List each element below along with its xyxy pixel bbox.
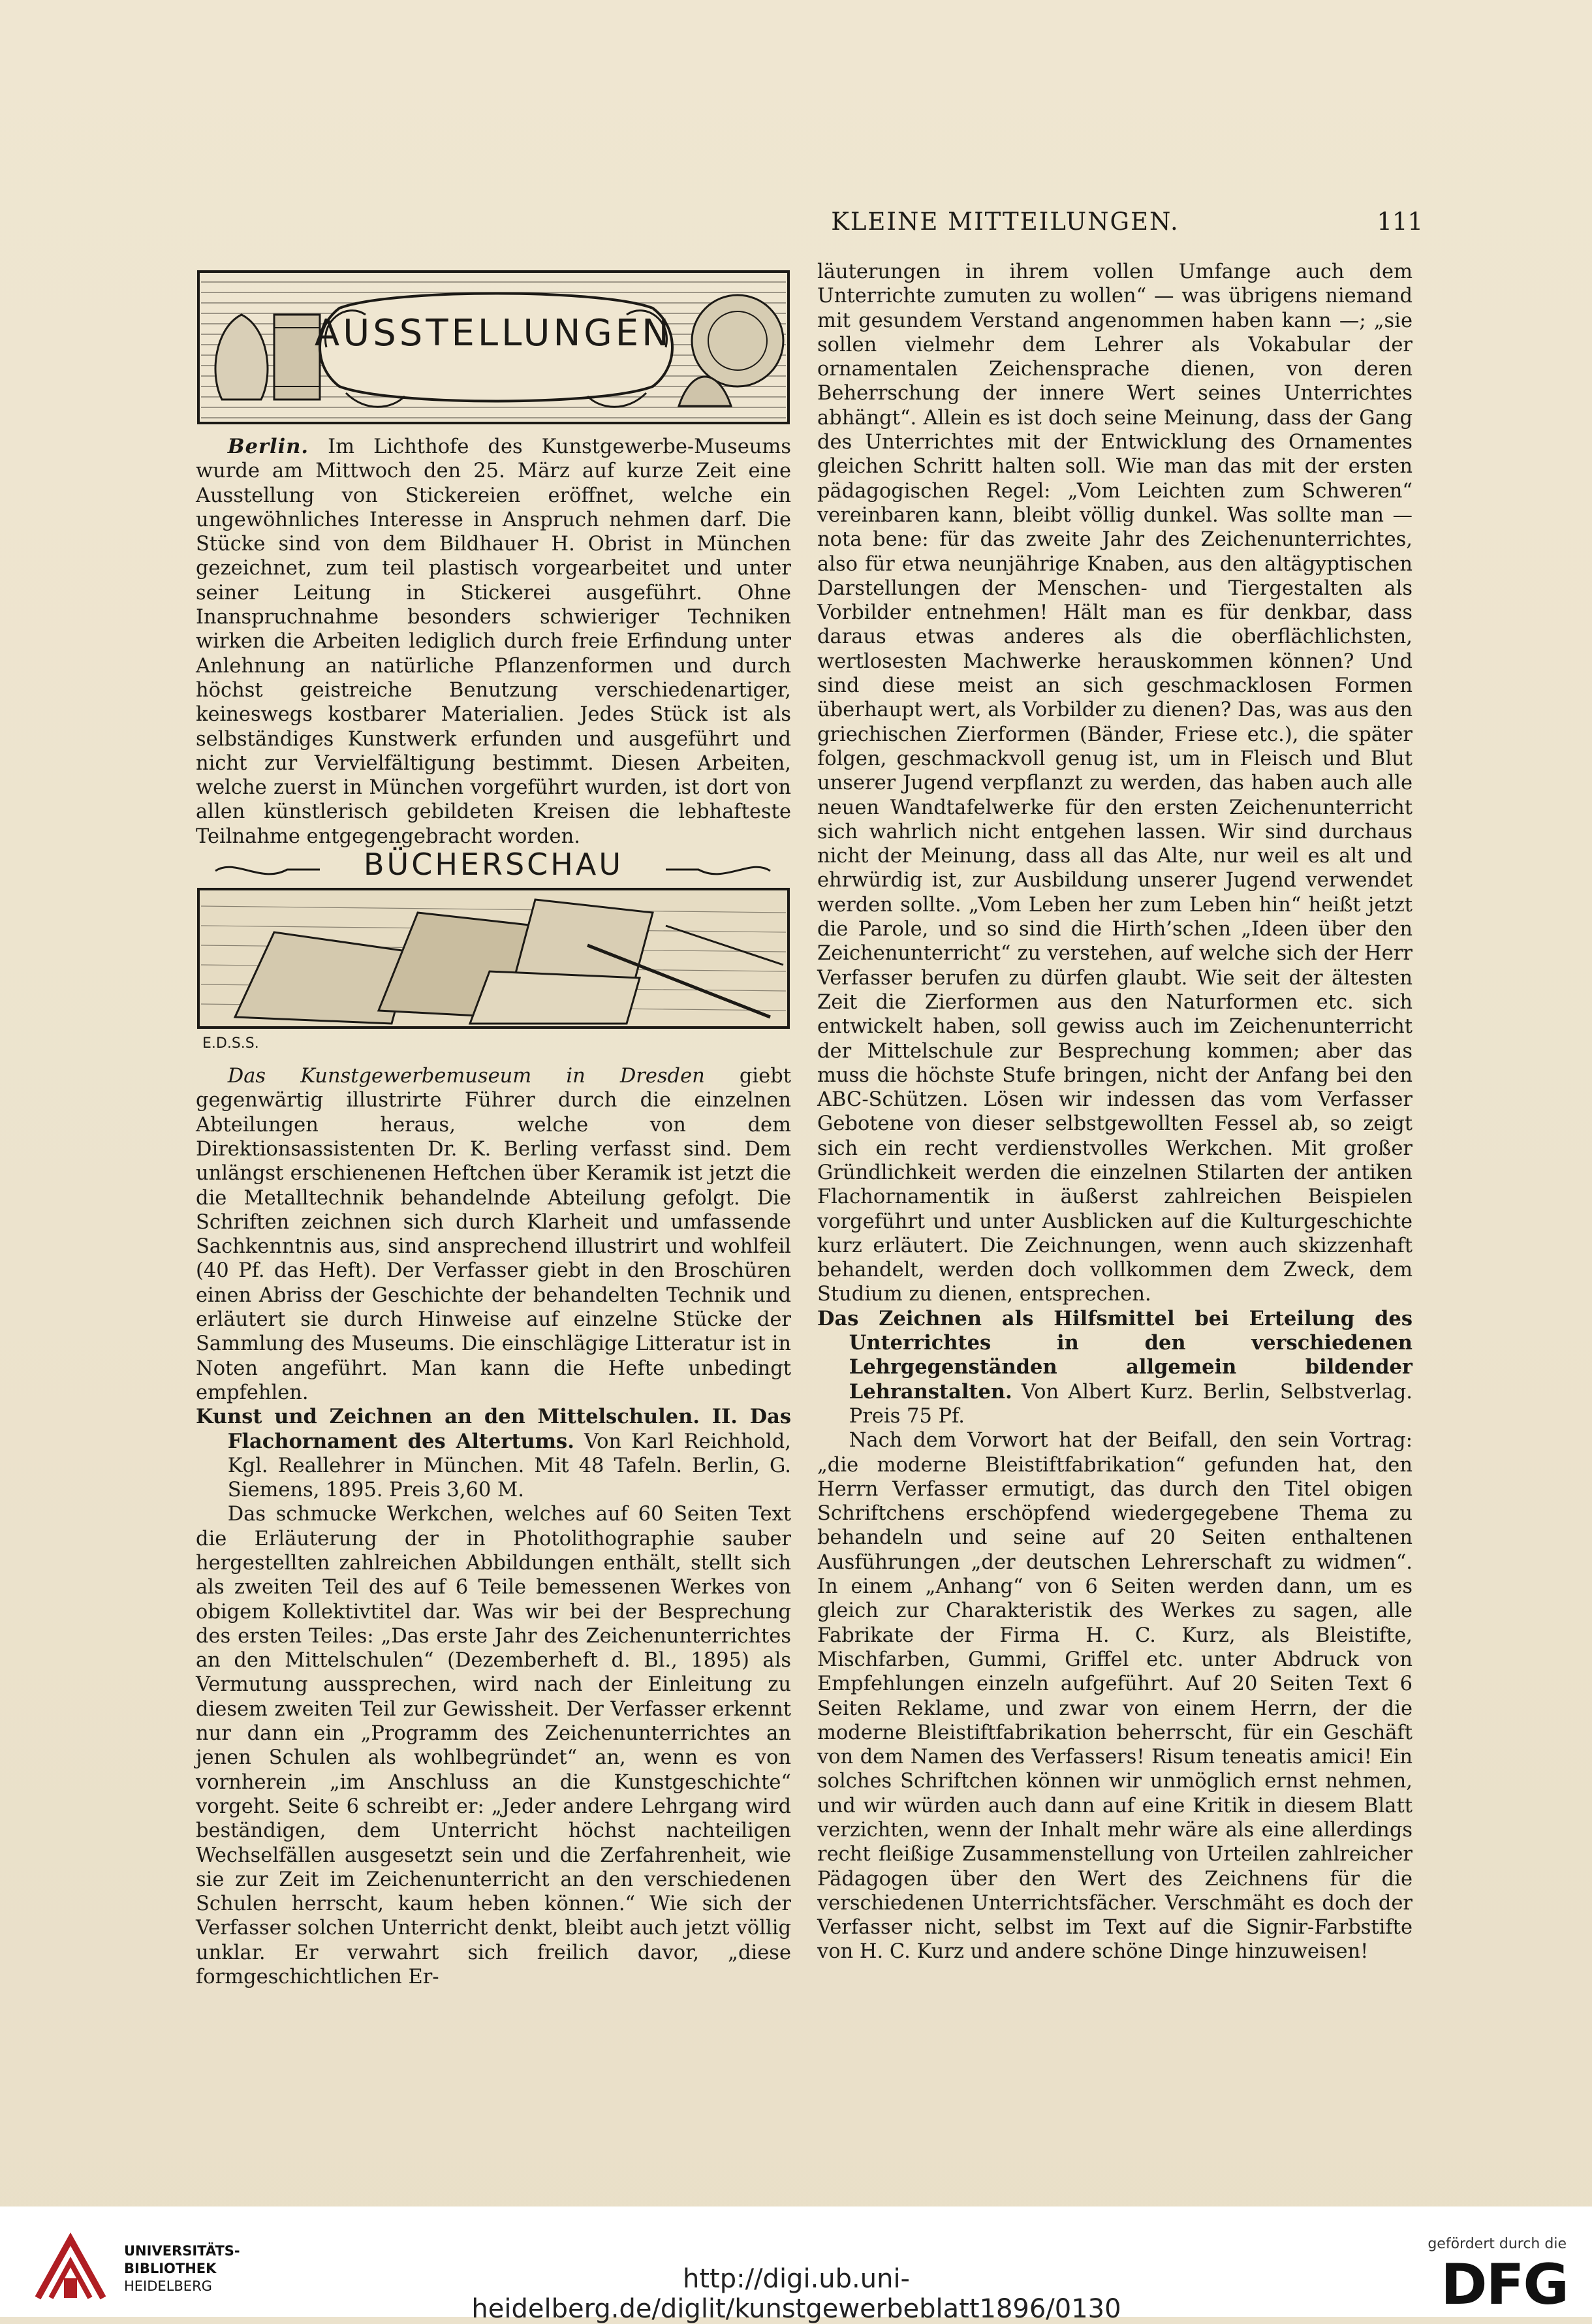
book-review-header xyxy=(196,847,791,887)
books-illustration xyxy=(196,887,791,1050)
right-column xyxy=(817,260,1413,1964)
kunst-heading xyxy=(196,1405,791,1502)
exhibitions-banner xyxy=(196,269,791,426)
funded-by-text: gefördert durch die xyxy=(1428,2236,1567,2252)
zeichnen-title: Das Zeichnen als Hilfsmittel bei Erteilung des Unterrichtes in den verschiedenen Lehrgegenständen allgemein bildender Lehranstalten. xyxy=(817,1306,1413,1404)
dresden-lead: Das Kunstgewerbemuseum in Dresden xyxy=(227,1065,705,1088)
library-name-line1: UNIVERSITÄTS- xyxy=(124,2243,240,2259)
illustrator-signature: E.D.S.S. xyxy=(202,1035,259,1052)
kunst-title: Kunst und Zeichnen an den Mittelschulen. II. Das Flachornament des Altertums. xyxy=(196,1405,791,1453)
library-logo-icon xyxy=(31,2233,110,2304)
books-drawing xyxy=(196,887,791,1050)
berlin-title: Berlin. xyxy=(227,435,309,458)
library-name-line3: HEIDELBERG xyxy=(124,2278,212,2294)
running-title: KLEINE MITTEILUNGEN. xyxy=(831,208,1179,236)
left-column xyxy=(196,261,791,1989)
berlin-paragraph xyxy=(196,435,791,849)
continuation-paragraph: läuterungen in ihrem vollen Umfange auch dem Unterrichte zumuten zu wollen“ — was übrigens niemand mit gesundem Verstand angenommen haben kann —; „sie sollen vielmehr dem Lehrer als Vokabular der ornamentalen Zeichensprache dienen, von deren Beherrschung der innere Wert seines Unterrichtes abhängt“. Allein es ist doch seine Meinung, dass der Gang des Unterrichtes mit der Entwicklung des Ornamentes gleichen Schritt halten soll. Wie man das mit der ersten pädagogischen Regel: „Vom Leichten zum Schweren“ vereinbaren kann, bleibt völlig dunkel. Was sollte man — nota bene: für das zweite Jahr des Zeichenunterrichtes, also für etwa neunjährige Knaben, aus den altägyptischen Darstellungen der Menschen- und Tiergestalten als Vorbilder entnehmen! Hält man es für denkbar, dass daraus etwas anderes als die oberflächlichsten, wertlosesten Machwerke herauskommen können? Und sind diese meist an sich geschmacklosen Formen überhaupt wert, als Vorbilder zu dienen? Das, was aus den griechischen Zierformen (Bänder, Friese etc.), die später folgen, geschmackvoll genug ist, um in Fleisch und Blut unserer Jugend verpflanzt zu werden, das haben auch alle neuen Wandtafelwerke für den ersten Zeichenunterricht sich wahrlich nicht entgehen lassen. Wir sind durchaus nicht der Meinung, dass all das Alte, nur weil es alt und ehrwürdig ist, zur Ausbildung unserer Jugend verwendet werden sollte. „Vom Leben her zum Leben hin“ heißt jetzt die Parole, und so sind die Hirth’schen „Ideen über den Zeichenunterricht“ zu verstehen, auf welche sich der Herr Verfasser berufen zu dürfen glaubt. Wie seit der ältesten Zeit die Zierformen aus den Naturformen etc. sich entwickelt haben, soll gewiss auch im Zeichenunterricht der Mittelschule zur Besprechung kommen; aber das muss die höchste Stufe bringen, nicht der Anfang bei den ABC-Schützen. Lösen wir indessen das vom Verfasser Gebotene von dieser selbstgewollten Fessel ab, so zeigt sich ein recht verdienstvolles Werkchen. Mit großer Gründlichkeit werden die einzelnen Stilarten der antiken Flachornamentik in äußerst zahlreichen Beispielen vorgeführt und unter Ausblicken auf die Kulturgeschichte kurz erläutert. Die Zeichnungen, wenn auch skizzenhaft behandelt, werden doch vollkommen dem Zweck, dem Studium zu dienen, entsprechen. xyxy=(817,260,1413,1306)
zeichnen-paragraph: Nach dem Vorwort hat der Beifall, den sein Vortrag: „die moderne Bleistiftfabrikation“ gefunden hat, den Herrn Verfasser ermutigt, das durch den Titel obigen Schriftchens erschöpfend wiedergegebene Thema zu behandeln und seine auf 20 Seiten enthaltenen Ausführungen „der deutschen Lehrerschaft zu widmen“. In einem „Anhang“ von 6 Seiten werden dann, um es gleich zur Charakteristik des Werkes zu sagen, alle Fabrikate der Firma H. C. Kurz, als Bleistifte, Mischfarben, Gummi, Griffel etc. unter Abdruck von Empfehlungen einzeln aufgeführt. Auf 20 Seiten Text 6 Seiten Reklame, und zwar von einem Herrn, der die moderne Bleistiftfabrikation beherrscht, für ein Geschäft von dem Namen des Verfassers! Risum teneatis amici! Ein solches Schriftchen können wir unmöglich ernst nehmen, und wir würden auch dann auf eine Kritik in diesem Blatt verzichten, wenn der Inhalt mehr wäre als eine allerdings recht fleißige Zusammenstellung von Urteilen zahlreicher Pädagogen über den Wert des Zeichnens für die verschiedenen Unterrichtsfächer. Verschmäht es doch der Verfasser nicht, selbst im Text auf die Signir-Farbstifte von H. C. Kurz und andere schöne Dinge hinzuweisen! xyxy=(817,1429,1413,1964)
dresden-paragraph xyxy=(196,1064,791,1405)
library-name-line2: BIBLIOTHEK xyxy=(124,2261,217,2276)
zeichnen-author: Von Albert Kurz. Berlin, Selbstverlag. Preis 75 Pf. xyxy=(849,1380,1413,1428)
kunst-author: Von Karl Reichhold, Kgl. Reallehrer in München. Mit 48 Tafeln. Berlin, G. Siemens, 1895. Preis 3,60 M. xyxy=(227,1430,791,1502)
book-review-title: BÜCHERSCHAU xyxy=(363,847,623,883)
digitization-footer xyxy=(0,2206,1592,2324)
exhibitions-title: AUSSTELLUNGEN xyxy=(314,312,673,354)
source-url[interactable]: http://digi.ub.uni-heidelberg.de/diglit/kunstgewerbeblatt1896/0130 xyxy=(471,2264,1121,2324)
dfg-logo: DFG xyxy=(1441,2252,1568,2317)
page-number: 111 xyxy=(1377,208,1423,236)
kunst-paragraph: Das schmucke Werkchen, welches auf 60 Seiten Text die Erläuterung der in Photolithographie sauber hergestellten zahlreichen Abbildungen enthält, stellt sich als zweiten Teil des auf 6 Teile bemessenen Werkes von obigem Kollektivtitel dar. Was wir bei der Besprechung des ersten Teiles: „Das erste Jahr des Zeichenunterrichtes an den Mittelschulen“ (Dezemberheft d. Bl., 1895) als Vermutung aussprechen, wird nach der Einleitung zu diesem zweiten Teil zur Gewissheit. Der Verfasser erkennt nur dann ein „Programm des Zeichenunterrichtes an jenen Schulen als wohlbegründet“ an, wenn es von vornherein „im Anschluss an die Kunstgeschichte“ vorgeht. Seite 6 schreibt er: „Jeder andere Lehrgang wird beständigen, dem Unterricht höchst nachteiligen Wechselfällen ausgesetzt sein und die Zerfahrenheit, wie sie zur Zeit im Zeichenunterricht an den verschiedenen Schulen herrscht, kaum heben können.“ Wie sich der Verfasser solchen Unterricht denkt, bleibt auch jetzt völlig unklar. Er verwahrt sich freilich davor, „diese formgeschichtlichen Er- xyxy=(196,1503,791,1989)
dresden-text: giebt gegenwärtig illustrirte Führer durch die einzelnen Abteilungen heraus, welche von dem Direktionsassistenten Dr. K. Berling verfasst sind. Dem unlängst erschienenen Heftchen über Keramik ist jetzt die die Metalltechnik behandelnde Abteilung gefolgt. Die Schriften zeichnen sich durch Klarheit und umfassende Sachkenntnis aus, sind ansprechend illustrirt und wohlfeil (40 Pf. das Heft). Der Verfasser giebt in den Broschüren einen Abriss der Geschichte der behandelten Technik und erläutert sie durch Hinweise auf einzelne Stücke der Sammlung des Museums. Die einschlägige Litteratur ist in Noten angeführt. Man kann die Hefte unbedingt empfehlen. xyxy=(196,1065,791,1404)
berlin-text: Im Lichthofe des Kunstgewerbe-Museums wurde am Mittwoch den 25. März auf kurze Zeit eine Ausstellung von Stickereien eröffnet, welche ein ungewöhnliches Interesse in Anspruch nehmen darf. Die Stücke sind von dem Bildhauer H. Obrist in München gezeichnet, zum teil plastisch vorgearbeitet und unter seiner Leitung in Stickerei ausgeführt. Ohne Inanspruchnahme besonders schwieriger Techniken wirken die Arbeiten lediglich durch freie Erfindung unter Anlehnung an natürliche Pflanzenformen und durch höchst geistreiche Benutzung verschiedenartiger, keineswegs kostbarer Materialien. Jedes Stück ist als selbständiges Kunstwerk erfunden und ausgeführt und nicht zur Vervielfältigung bestimmt. Diesen Arbeiten, welche zuerst in München vorgeführt wurden, ist dort von allen künstlerisch gebildeten Kreisen die lebhafteste Teilnahme entgegengebracht worden. xyxy=(196,435,791,848)
zeichnen-heading xyxy=(817,1307,1413,1428)
library-name xyxy=(124,2242,240,2295)
